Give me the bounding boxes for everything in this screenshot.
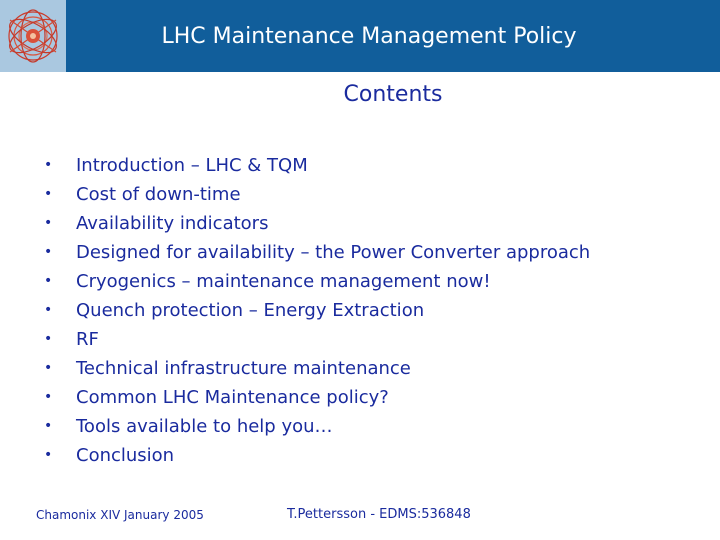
bullet-icon: • [44,273,53,289]
list-item-text: Common LHC Maintenance policy? [76,387,389,408]
bullet-icon: • [44,244,53,260]
list-item-text: Introduction – LHC & TQM [76,155,308,176]
bullet-icon: • [44,302,53,318]
list-item-text: Tools available to help you… [76,416,333,437]
list-item-text: Cost of down-time [76,184,241,205]
bullet-icon: • [44,418,53,434]
slide-header [0,0,720,72]
bullet-icon: • [44,447,53,463]
bullet-icon: • [44,157,53,173]
footer-author: T.Pettersson - EDMS:536848 [287,507,471,522]
cern-logo-graphic [0,0,66,72]
bullet-icon: • [44,389,53,405]
contents-heading: Contents [343,82,443,107]
list-item-text: Quench protection – Energy Extraction [76,300,425,321]
bullet-icon: • [44,215,53,231]
bullet-icon: • [44,360,53,376]
list-item-text: Designed for availability – the Power Converter approach [76,242,591,263]
bullet-icon: • [44,331,53,347]
bullet-icon: • [44,186,53,202]
list-item-text: RF [76,329,99,350]
cern-logo-icon [0,0,66,72]
list-item-text: Availability indicators [76,213,269,234]
list-item-text: Conclusion [76,445,175,466]
list-item-text: Cryogenics – maintenance management now! [76,271,491,292]
footer-date: Chamonix XIV January 2005 [36,508,204,522]
list-item-text: Technical infrastructure maintenance [76,358,411,379]
slide-title: LHC Maintenance Management Policy [161,24,577,49]
